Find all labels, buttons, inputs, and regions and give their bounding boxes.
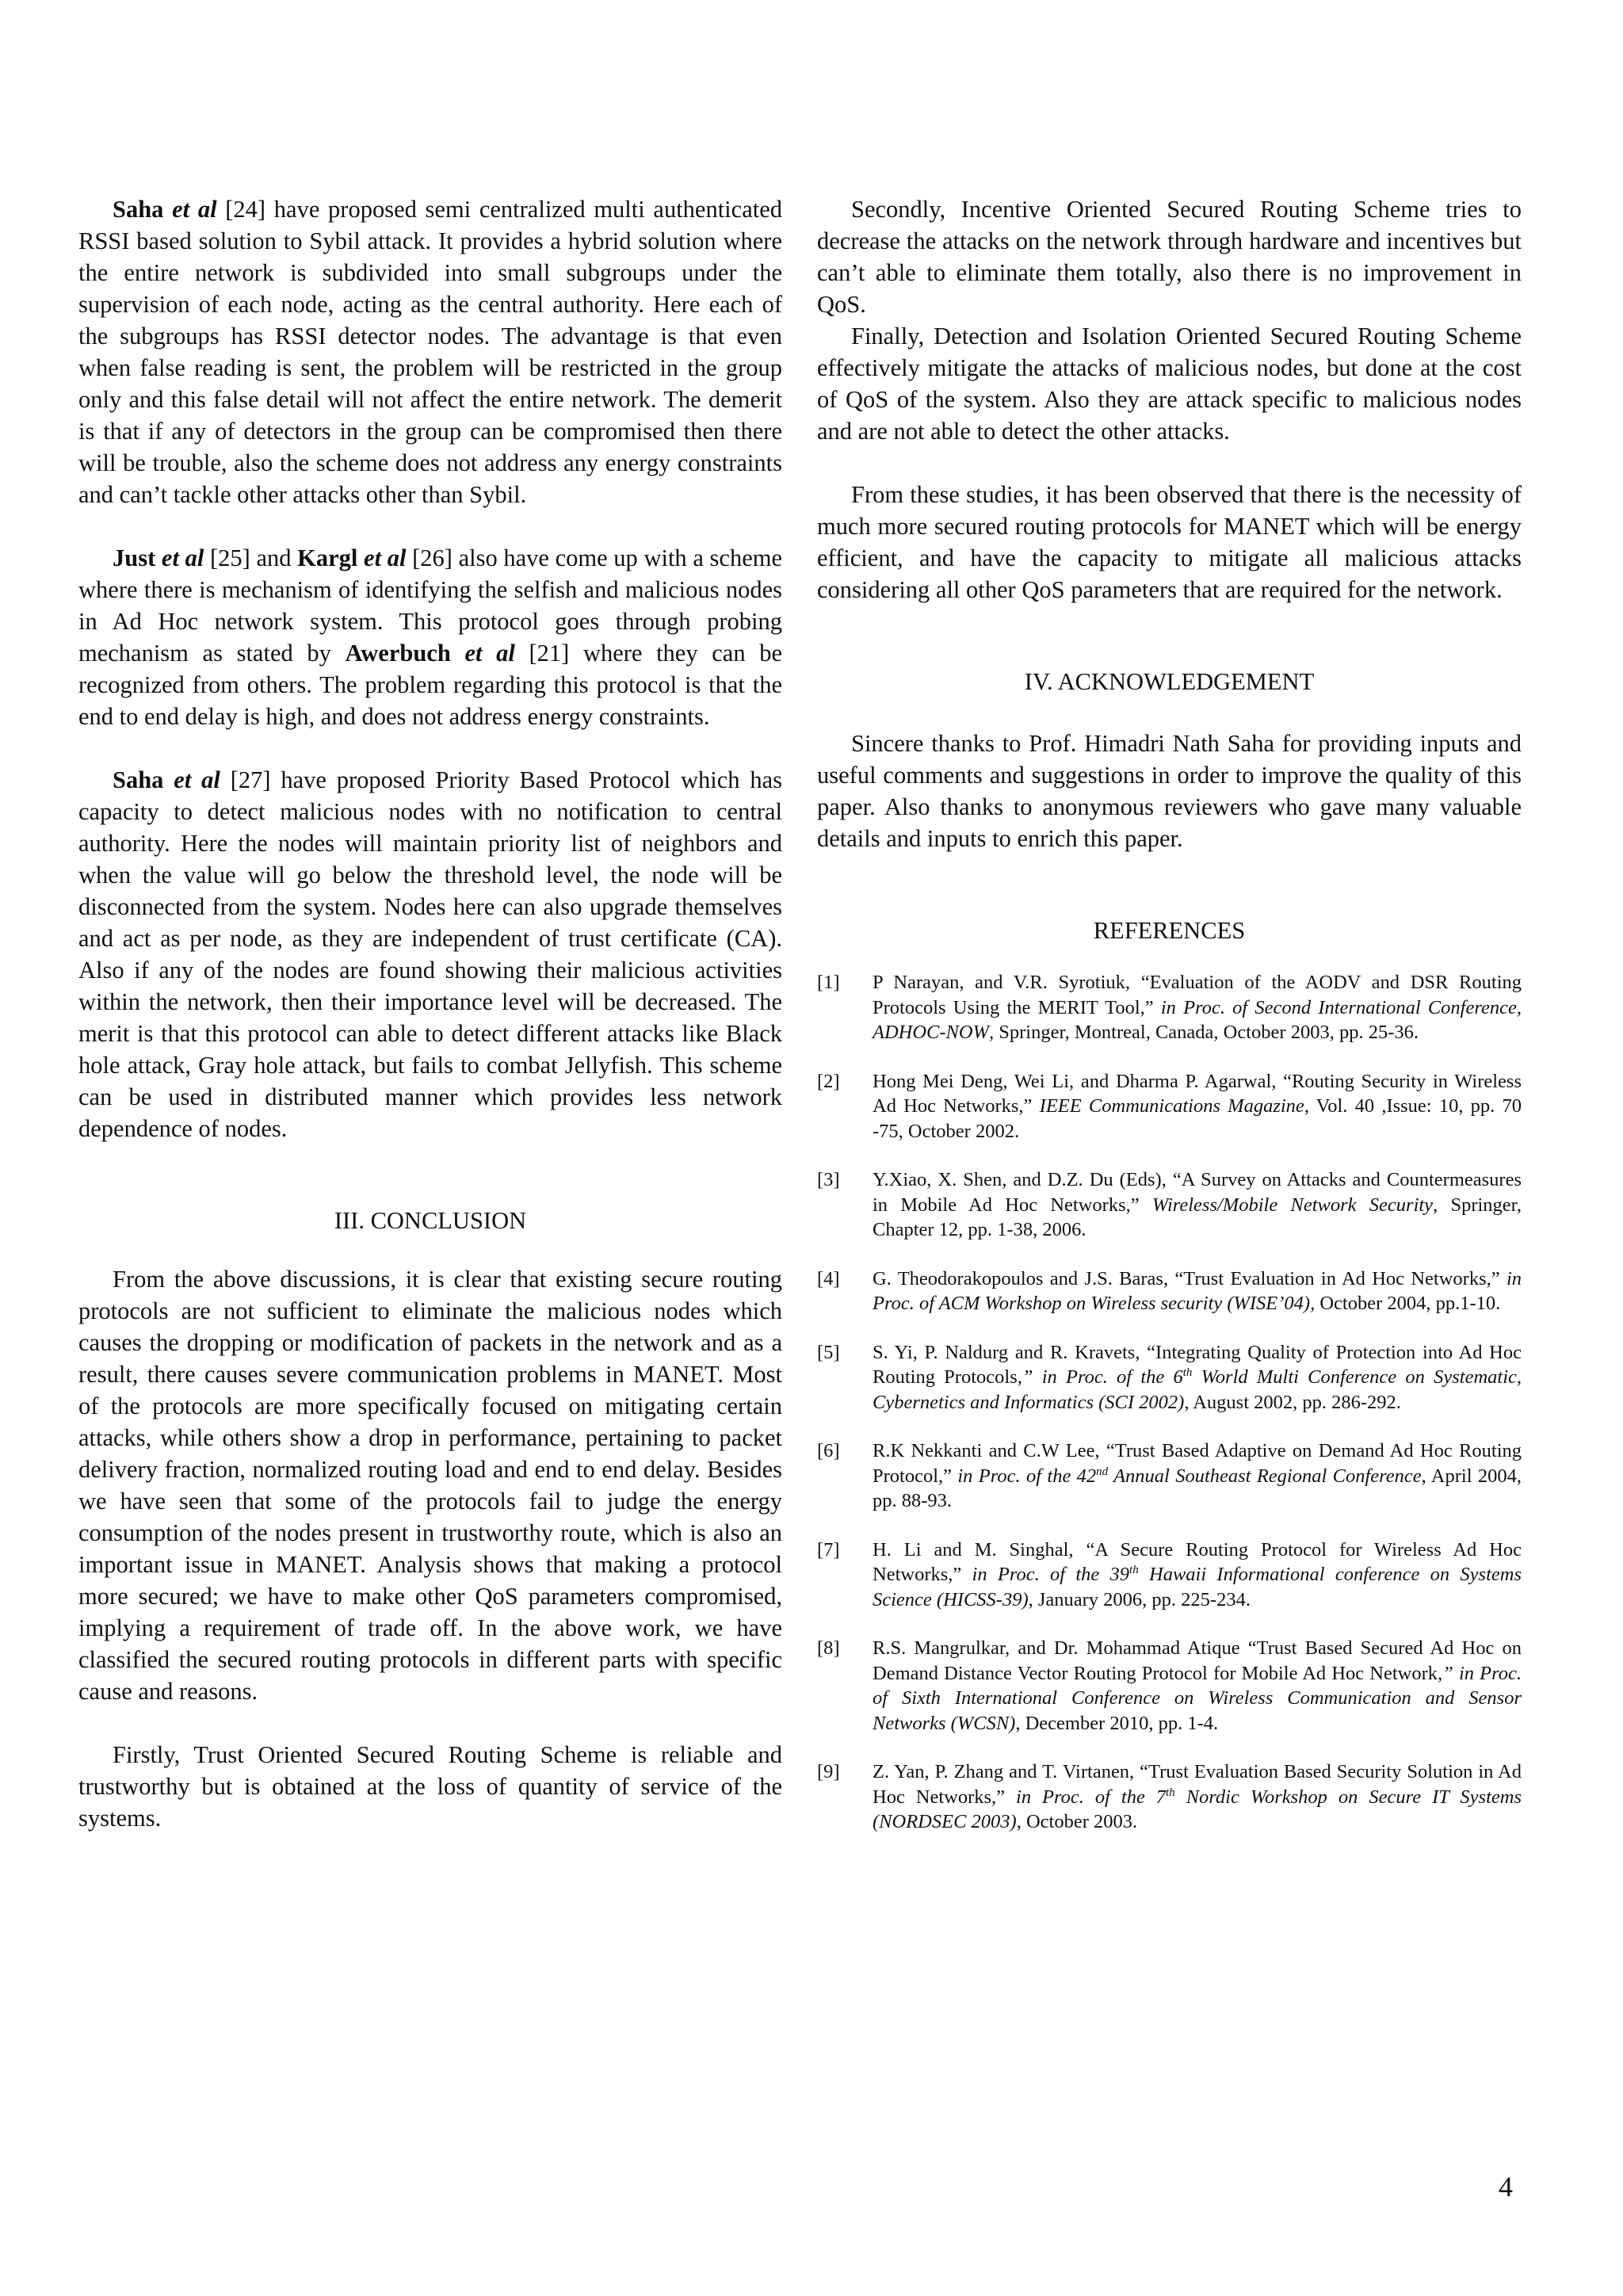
- conclusion-paragraph-studies: From these studies, it has been observed that there is the necessity of much more secured routing protocols for MANET which will be energy efficient, and have the capacity to mitigate all malicious attacks considering all other QoS parameters that are required for the network.: [817, 481, 1522, 603]
- reference-number: [4]: [817, 1267, 840, 1289]
- reference-item: [817, 1438, 1522, 1514]
- page-number: 4: [1499, 2171, 1513, 2202]
- paragraph-text: [24] have proposed semi centralized multi authenticated RSSI based solution to Sybil attack. It provides a hybrid solution where the entire network is subdivided into small subgroups under the supervision of each node, acting as the central authority. Here each of the subgroups has RSSI detector nodes. The advantage is that even when false reading is sent, the problem will be restricted in the group only and this false detail will not affect the entire network. The demerit is that if any of detectors in the group can be compromised then there will be trouble, also the scheme does not address any energy constraints and can’t tackle other attacks other than Sybil.: [78, 196, 782, 508]
- et-al: et al: [464, 640, 515, 667]
- reference-number: [9]: [817, 1761, 840, 1782]
- et-al: et al: [172, 196, 217, 223]
- reference-text: R.K Nekkanti and C.W Lee, “Trust Based Adaptive on Demand Ad Hoc Routing Protocol,” in Proc. of the 42nd Annual Southeast Regional Conference, April 2004, pp. 88-93.: [873, 1440, 1522, 1511]
- reference-text: Hong Mei Deng, Wei Li, and Dharma P. Agarwal, “Routing Security in Wireless Ad Hoc Networks,” IEEE Communications Magazine, Vol. 40 ,Issue: 10, pp. 70 -75, October 2002.: [873, 1070, 1522, 1142]
- conclusion-paragraph-secondly: Secondly, Incentive Oriented Secured Routing Scheme tries to decrease the attacks on the network through hardware and incentives but can’t able to eliminate them totally, also there is no improvement in QoS.: [817, 196, 1522, 318]
- reference-item: [817, 1759, 1522, 1835]
- acknowledgement-heading: IV. ACKNOWLEDGEMENT: [1024, 668, 1315, 695]
- reference-text: G. Theodorakopoulos and J.S. Baras, “Trust Evaluation in Ad Hoc Networks,” in Proc. of ACM Workshop on Wireless security (WISE’04), October 2004, pp.1-10.: [873, 1267, 1522, 1314]
- conclusion-paragraph-finally: Finally, Detection and Isolation Oriented Secured Routing Scheme effectively mitigate the attacks of malicious nodes, but done at the cost of QoS of the system. Also they are attack specific to malicious nodes and are not able to detect the other attacks.: [817, 323, 1522, 445]
- author-name: Saha: [113, 196, 164, 223]
- reference-text: H. Li and M. Singhal, “A Secure Routing Protocol for Wireless Ad Hoc Networks,” in Proc. of the 39th Hawaii Informational conference on Systems Science (HICSS-39), January 2006, pp. 225-234.: [873, 1538, 1522, 1610]
- reference-number: [5]: [817, 1341, 840, 1363]
- reference-number: [1]: [817, 972, 840, 993]
- left-column: [78, 193, 782, 1834]
- reference-list: [817, 970, 1522, 1835]
- paragraph-just-kargl: [78, 542, 782, 732]
- reference-item: [817, 970, 1522, 1045]
- reference-number: [8]: [817, 1637, 840, 1659]
- reference-text: Y.Xiao, X. Shen, and D.Z. Du (Eds), “A Survey on Attacks and Countermeasures in Mobile Ad Hoc Networks,” Wireless/Mobile Network Security, Springer, Chapter 12, pp. 1-38, 2006.: [873, 1169, 1522, 1240]
- reference-item: [817, 1266, 1522, 1316]
- right-column: [817, 193, 1522, 1859]
- et-al: et al: [174, 766, 220, 793]
- acknowledgement-paragraph: Sincere thanks to Prof. Himadri Nath Saha for providing inputs and useful comments and suggestions in order to improve the quality of this paper. Also thanks to anonymous reviewers who gave many valuable details and inputs to enrich this paper.: [817, 730, 1522, 852]
- reference-item: [817, 1069, 1522, 1144]
- reference-item: [817, 1340, 1522, 1415]
- author-name: Kargl: [297, 544, 358, 571]
- conclusion-paragraph: From the above discussions, it is clear that existing secure routing protocols are not sufficient to eliminate the malicious nodes which causes the dropping or modification of packets in the network and as a result, there causes severe communication problems in MANET. Most of the protocols are more specifically focused on mitigating certain attacks, while others show a drop in performance, pertaining to packet delivery fraction, normalized routing load and end to end delay. Besides we have seen that some of the protocols fail to judge the energy consumption of the nodes present in trustworthy route, which is also an important issue in MANET. Analysis shows that making a protocol more secured; we have to make other QoS parameters compromised, implying a requirement of trade off. In the above work, we have classified the secured routing protocols in different parts with specific cause and reasons.: [78, 1266, 782, 1705]
- reference-number: [3]: [817, 1169, 840, 1190]
- reference-item: [817, 1167, 1522, 1243]
- reference-number: [6]: [817, 1440, 840, 1461]
- reference-text: R.S. Mangrulkar, and Dr. Mohammad Atique “Trust Based Secured Ad Hoc on Demand Distance Vector Routing Protocol for Mobile Ad Hoc Network,” in Proc. of Sixth International Conference on Wireless Communication and Sensor Networks (WCSN), December 2010, pp. 1-4.: [873, 1637, 1522, 1734]
- conclusion-paragraph-firstly: Firstly, Trust Oriented Secured Routing Scheme is reliable and trustworthy but is obtained at the loss of quantity of service of the systems.: [78, 1741, 782, 1832]
- reference-text: P Narayan, and V.R. Syrotiuk, “Evaluation of the AODV and DSR Routing Protocols Using the MERIT Tool,” in Proc. of Second International Conference, ADHOC-NOW, Springer, Montreal, Canada, October 2003, pp. 25-36.: [873, 972, 1522, 1043]
- paragraph-text: [26] also have come up with a scheme where there is mechanism of identifying the selfish and malicious nodes in Ad Hoc network system. This protocol goes through probing mechanism as stated by: [78, 544, 782, 667]
- paragraph-saha-24: [78, 193, 782, 510]
- paragraph-text: [21] where they can be recognized from others. The problem regarding this protocol is that the end to end delay is high, and does not address energy constraints.: [78, 640, 782, 730]
- conclusion-heading: III. CONCLUSION: [334, 1207, 527, 1234]
- references-heading: REFERENCES: [1093, 917, 1246, 944]
- reference-number: [7]: [817, 1538, 840, 1561]
- reference-item: [817, 1538, 1522, 1613]
- author-name: Awerbuch: [345, 640, 451, 667]
- reference-text: Z. Yan, P. Zhang and T. Virtanen, “Trust Evaluation Based Security Solution in Ad Hoc Networks,” in Proc. of the 7th Nordic Workshop on Secure IT Systems (NORDSEC 2003), October 2003.: [873, 1761, 1522, 1832]
- reference-number: [2]: [817, 1070, 840, 1092]
- reference-text: S. Yi, P. Naldurg and R. Kravets, “Integrating Quality of Protection into Ad Hoc Routing Protocols,” in Proc. of the 6th World Multi Conference on Systematic, Cybernetics and Informatics (SCI 2002), August 2002, pp. 286-292.: [873, 1341, 1522, 1413]
- author-name: Just: [113, 544, 156, 571]
- reference-item: [817, 1636, 1522, 1736]
- paragraph-text: [27] have proposed Priority Based Protocol which has capacity to detect malicious nodes with no notification to central authority. Here the nodes will maintain priority list of neighbors and when the value will go below the threshold level, the node will be disconnected from the system. Nodes here can also upgrade themselves and act as per node, as they are independent of trust certificate (CA). Also if any of the nodes are found showing their malicious activities within the network, then their importance level will be decreased. The merit is that this protocol can able to detect different attacks like Black hole attack, Gray hole attack, but fails to combat Jellyfish. This scheme can be used in distributed manner which provides less network dependence of nodes.: [78, 766, 782, 1142]
- author-name: Saha: [113, 766, 164, 793]
- paragraph-saha-27: [78, 764, 782, 1144]
- et-al: et al: [161, 544, 204, 571]
- paragraph-text: [25] and: [204, 544, 298, 571]
- et-al: et al: [364, 544, 407, 571]
